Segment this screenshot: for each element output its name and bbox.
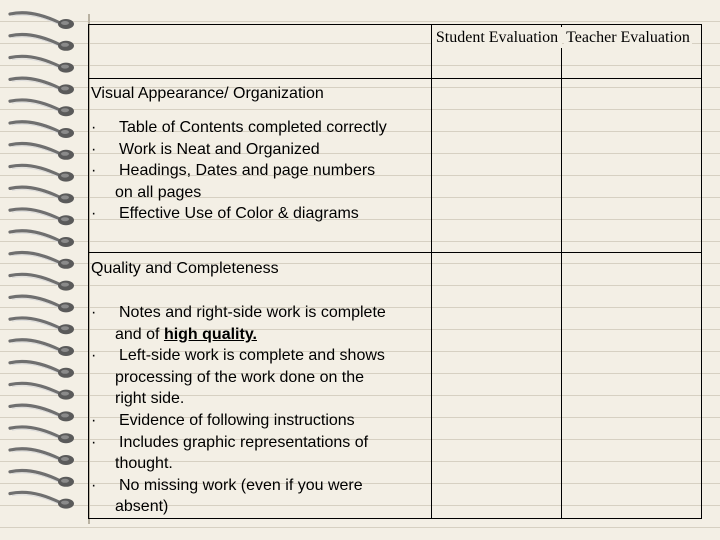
bullet-icon: · [91,119,97,136]
criteria-text-continued: right side. [115,390,185,408]
criteria-item [89,432,431,475]
criteria-list [89,117,431,225]
criteria-text: Effective Use of Color & diagrams [119,205,359,223]
section-title: Quality and Completeness [91,260,279,277]
criteria-text: Work is Neat and Organized [119,140,320,158]
criteria-item [89,117,431,139]
criteria-text-continued [115,324,431,346]
criteria-text: Evidence of following instructions [119,411,355,429]
bullet-icon: · [91,304,97,321]
criteria-item [89,345,431,410]
criteria-list [89,302,431,518]
student-evaluation-header: Student Evaluation [432,27,562,48]
bullet-icon: · [91,162,97,180]
criteria-item [89,139,431,161]
criteria-text: Notes and right-side work is complete [119,304,386,321]
criteria-cell [89,253,432,519]
teacher-evaluation-header: Teacher Evaluation [564,27,692,48]
criteria-item [89,475,431,518]
student-evaluation-cell[interactable] [431,253,561,519]
section-title: Visual Appearance/ Organization [91,85,324,102]
criteria-text-continued: processing of the work done on the [115,368,365,386]
criteria-text-continued: thought. [115,455,173,473]
criteria-text: Includes graphic representations of [119,433,369,451]
criteria-item [89,302,431,345]
bullet-icon: · [91,205,97,223]
section-row-quality [89,253,702,519]
criteria-text-prefix: and of [115,325,164,343]
criteria-text: Left-side work is complete and shows [119,347,385,365]
rubric-table [88,24,702,519]
criteria-item [89,160,431,203]
emphasis-text: high quality. [163,325,257,343]
teacher-evaluation-cell[interactable] [561,253,701,519]
criteria-text-continued: on all pages [115,183,202,201]
section-row-visual [89,79,702,253]
criteria-header-cell [89,25,432,79]
bullet-icon: · [91,411,97,429]
criteria-text: Headings, Dates and page numbers [119,162,376,180]
bullet-icon: · [91,347,97,365]
criteria-text: No missing work (even if you were [119,476,363,494]
criteria-cell [89,79,432,253]
bullet-icon: · [91,140,97,158]
criteria-text-continued: absent) [115,498,169,516]
student-evaluation-cell[interactable] [431,79,561,253]
bullet-icon: · [91,433,97,451]
criteria-item [89,203,431,225]
spiral-binding-icon [0,0,82,540]
bullet-icon: · [91,476,97,494]
teacher-evaluation-cell[interactable] [561,79,701,253]
criteria-text: Table of Contents completed correctly [119,119,387,136]
criteria-item [89,410,431,432]
